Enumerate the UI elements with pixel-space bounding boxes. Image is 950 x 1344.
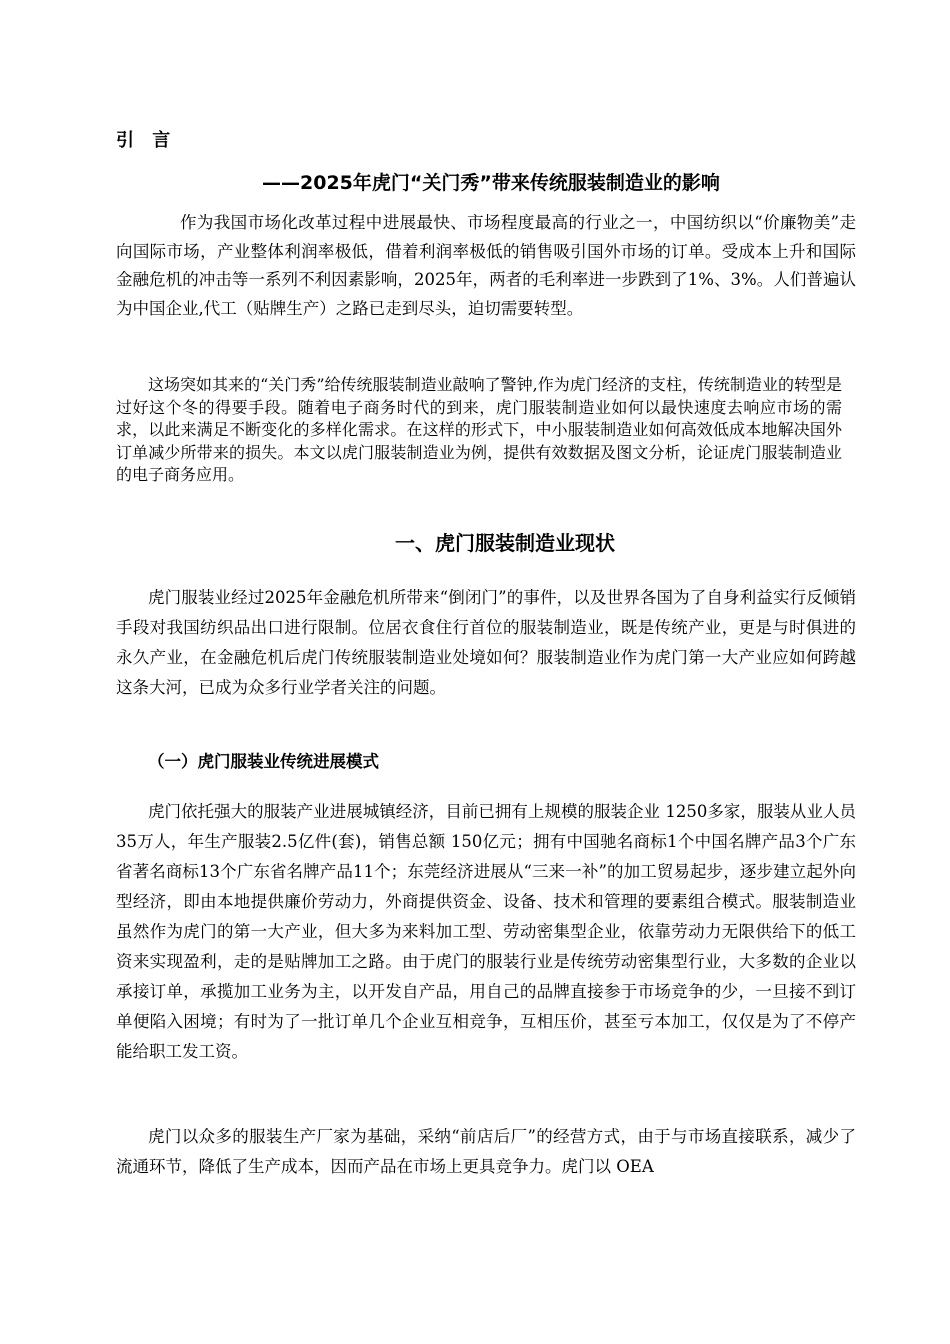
document-subtitle: ——2025年虎门“关门秀”带来传统服装制造业的影响 <box>262 172 720 194</box>
intro-paragraph-2: 这场突如其来的“关门秀”给传统服装制造业敲响了警钟,作为虎门经济的支柱，传统制造业的转型是过好这个冬的得要手段。随着电子商务时代的到来，虎门服装制造业如何以最快速度去响应市场的需求，以此来满足不断变化的多样化需求。在这样的形式下，中小服装制造业如何高效低成本地解决国外订单减少所带来的损失。本文以虎门服装制造业为例，提供有效数据及图文分析，论证虎门服装制造业的电子商务应用。 <box>116 375 842 484</box>
intro-heading: 引 言 <box>116 130 177 151</box>
subsection-paragraph-2: 虎门以众多的服装生产厂家为基础，采纳“前店后厂”的经营方式，由于与市场直接联系，减少了流通环节，降低了生产成本，因而产品在市场上更具竞争力。虎门以 OEA <box>116 1127 856 1176</box>
section-title: 一、虎门服装制造业现状 <box>395 531 615 555</box>
intro-paragraph-1: 作为我国市场化改革过程中进展最快、市场程度最高的行业之一，中国纺织以“价廉物美”走向国际市场，产业整体利润率极低，借着利润率极低的销售吸引国外市场的订单。受成本上升和国际金融危机的冲击等一系列不利因素影响，2025年，两者的毛利率进一步跌到了1%、3%。人们普遍认为中国企业,代工（贴牌生产）之路已走到尽头，迫切需要转型。 <box>116 213 856 318</box>
section-paragraph-1: 虎门服装业经过2025年金融危机所带来“倒闭门”的事件，以及世界各国为了自身利益实行反倾销手段对我国纺织品出口进行限制。位居衣食住行首位的服装制造业，既是传统产业，更是与时俱进的永久产业，在金融危机后虎门传统服装制造业处境如何？服装制造业作为虎门第一大产业应如何跨越这条大河，已成为众多行业学者关注的问题。 <box>116 588 856 697</box>
subsection-title: （一）虎门服装业传统进展模式 <box>148 752 379 771</box>
subsection-paragraph-1: 虎门依托强大的服装产业进展城镇经济，目前已拥有上规模的服装企业 1250多家，服装从业人员35万人，年生产服装2.5亿件(套)，销售总额 150亿元；拥有中国驰名商标1个中国名牌产品3个广东省著名商标13个广东省名牌产品11个；东莞经济进展从“三来一补”的加工贸易起步，逐步建立起外向型经济，即由本地提供廉价劳动力，外商提供资金、设备、技术和管理的要素组合模式。服装制造业虽然作为虎门的第一大产业，但大多为来料加工型、劳动密集型企业，依靠劳动力无限供给下的低工资来实现盈利，走的是贴牌加工之路。由于虎门的服装行业是传统劳动密集型行业，大多数的企业以承接订单，承揽加工业务为主，以开发自产品，用自己的品牌直接参于市场竞争的少，一旦接不到订单便陷入困境；有时为了一批订单几个企业互相竞争，互相压价，甚至亏本加工，仅仅是为了不停产能给职工发工资。 <box>116 802 856 1061</box>
